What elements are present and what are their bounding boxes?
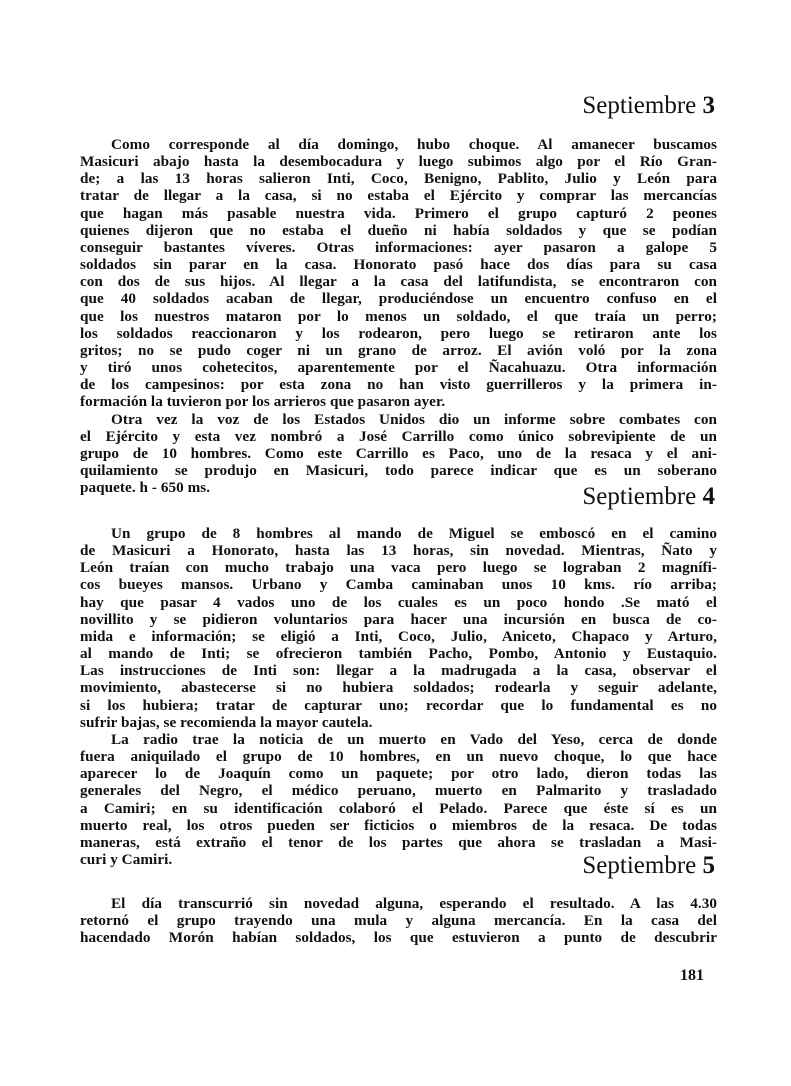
text-line: de Masicuri a Honorato, hasta las 13 horas, sin novedad. Mientras, Ñato y [80, 542, 717, 560]
text-line: hay que pasar 4 vados uno de los cuales es un poco hondo .Se mató el [80, 593, 717, 611]
text-line: El día transcurrió sin novedad alguna, esperando el resultado. A las 4.30 [111, 895, 717, 912]
text-line: paquete. h - 650 ms. [80, 479, 211, 497]
text-line: movimiento, abastecerse si no hubiera soldados; rodearla y seguir adelante, [80, 679, 717, 697]
page-number: 181 [680, 967, 704, 984]
heading-day-number: 4 [702, 483, 715, 510]
heading-word: Septiembre [582, 483, 697, 510]
heading-day-number: 3 [702, 92, 715, 119]
text-line: Un grupo de 8 hombres al mando de Miguel se emboscó en el camino [111, 525, 717, 542]
text-line: el Ejército y esta vez nombró a José Carrillo como único sobrevipiente de un [80, 427, 717, 445]
text-line: cos bueyes mansos. Urbano y Camba caminaban unos 10 kms. río arriba; [80, 576, 717, 594]
entry-body-sep-4 [80, 525, 717, 868]
text-line: grupo de 10 hombres. Como este Carrillo es Paco, uno de la resaca y el ani- [80, 444, 717, 462]
text-line: aparecer lo de Joaquín como un paquete; por otro lado, dieron todas las [80, 765, 717, 783]
text-line: curi y Camiri. [80, 850, 173, 868]
text-line: generales del Negro, el médico peruano, muerto en Palmarito y trasladado [80, 782, 717, 800]
text-line: novillito y se pidieron voluntarios para hacer una incursión en busca de co- [80, 610, 717, 628]
text-line: que 40 soldados acaban de llegar, produciéndose un encuentro confuso en el [80, 290, 717, 308]
text-line: maneras, está extraño el tenor de los partes que ahora se trasladan a Masi- [80, 833, 717, 851]
text-line: de los campesinos: por esta zona no han visto guerrilleros y la primera in- [80, 376, 717, 394]
text-line: conseguir bastantes víveres. Otras informaciones: ayer pasaron a galope 5 [80, 238, 717, 256]
text-line: con dos de sus hijos. Al llegar a la casa del latifundista, se encontraron con [80, 273, 717, 291]
text-line: Las instrucciones de Inti son: llegar a la madrugada a la casa, observar el [80, 662, 717, 680]
text-line: gritos; no se pudo coger ni un grano de arroz. El avión voló por la zona [80, 341, 717, 359]
text-line: que los nuestros mataron por lo menos un soldado, el que traía un perro; [80, 307, 717, 325]
heading-word: Septiembre [582, 92, 697, 119]
text-line: tratar de llegar a la casa, si no estaba el Ejército y comprar las mercancías [80, 187, 717, 205]
section-heading-sep-3 [582, 92, 715, 120]
text-line: soldados sin parar en la casa. Honorato pasó hace dos días para su casa [80, 256, 717, 274]
entry-body-sep-3 [80, 136, 717, 496]
text-line: León traían con mucho trabajo una vaca pero luego se lograban 2 magnífi- [80, 559, 717, 577]
text-line: a Camiri; en su identificación colaboró el Pelado. Parece que éste sí es un [80, 799, 717, 817]
text-line: quilamiento se produjo en Masicuri, todo parece indicar que es un soberano [80, 461, 717, 479]
text-line: formación la tuvieron por los arrieros que pasaron ayer. [80, 393, 446, 411]
text-line: muerto real, los otros pueden ser ficticios o miembros de la resaca. De todas [80, 816, 717, 834]
text-line: que hagan más pasable nuestra vida. Primero el grupo capturó 2 peones [80, 204, 717, 222]
text-line: Como corresponde al día domingo, hubo choque. Al amanecer buscamos [111, 136, 717, 153]
section-heading-sep-4 [582, 483, 715, 511]
text-line: hacendado Morón habían soldados, los que estuvieron a punto de descubrir [80, 929, 717, 947]
text-line: quienes dijeron que no estaba el dueño ni había soldados y que se podían [80, 221, 717, 239]
text-line: de; a las 13 horas salieron Inti, Coco, Benigno, Pablito, Julio y León para [80, 170, 717, 188]
entry-body-sep-5 [80, 895, 717, 946]
heading-day-number: 5 [702, 852, 715, 879]
text-line: Masicuri abajo hasta la desembocadura y luego subimos algo por el Río Gran- [80, 153, 717, 171]
section-heading-sep-5 [582, 852, 715, 880]
text-line: Otra vez la voz de los Estados Unidos dio un informe sobre combates con [111, 410, 717, 428]
text-line: retornó el grupo trayendo una mula y alguna mercancía. En la casa del [80, 912, 717, 930]
text-line: fuera aniquilado el grupo de 10 hombres, en un nuevo choque, lo que hace [80, 748, 717, 766]
text-line: mida e información; se eligió a Inti, Coco, Julio, Aniceto, Chapaco y Arturo, [80, 627, 717, 645]
text-line: La radio trae la noticia de un muerto en Vado del Yeso, cerca de donde [111, 730, 717, 748]
text-line: y tiró unos cohetecitos, aparentemente por el Ñacahuazu. Otra información [80, 359, 717, 377]
text-line: si los hubiera; tratar de capturar uno; recordar que lo fundamental es no [80, 696, 717, 714]
text-line: al mando de Inti; se ofrecieron también Pacho, Pombo, Antonio y Eustaquio. [80, 645, 717, 663]
heading-word: Septiembre [582, 852, 697, 879]
text-line: los soldados reaccionaron y los rodearon, pero luego se retiraron ante los [80, 324, 717, 342]
text-line: sufrir bajas, se recomienda la mayor cautela. [80, 713, 373, 731]
